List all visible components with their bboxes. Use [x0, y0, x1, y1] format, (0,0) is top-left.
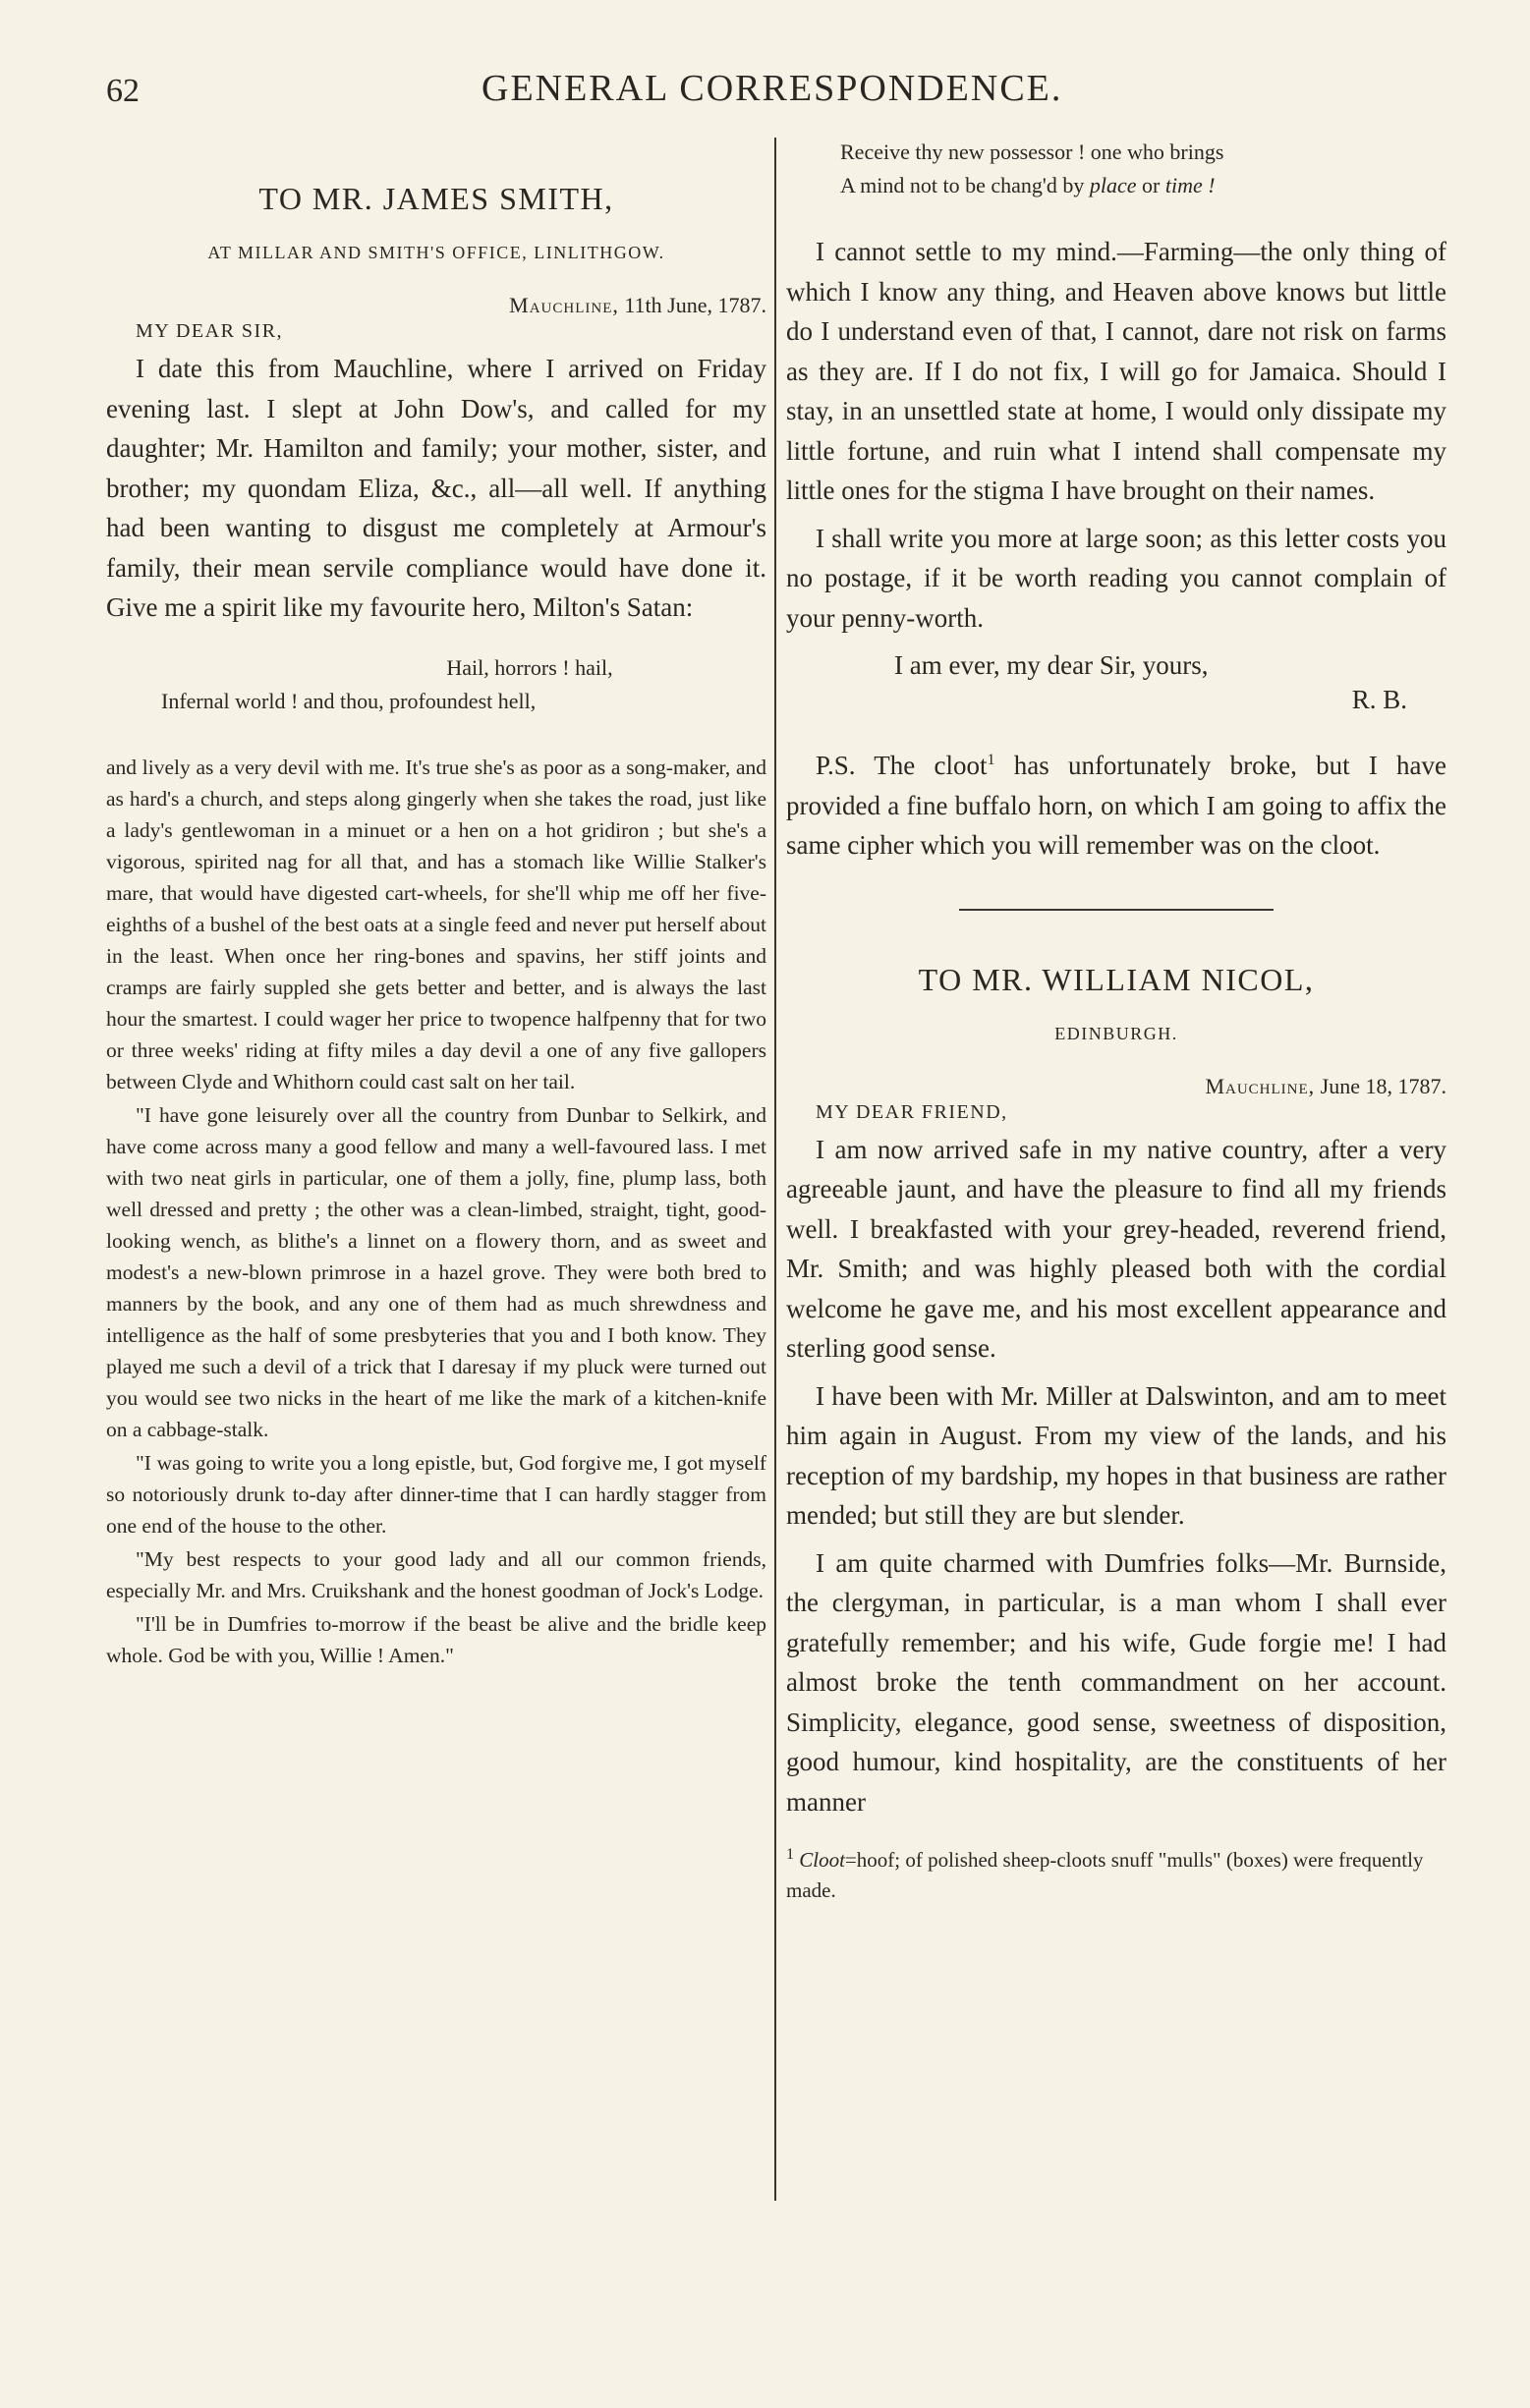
date-nicol: June 18, 1787.	[1320, 1073, 1446, 1098]
verse-text: A mind not to be chang'd by	[840, 173, 1085, 197]
quoted-paragraph: "I'll be in Dumfries to-morrow if the beast be alive and the bridle keep whole. God be with you, Willie ! Amen."	[106, 1611, 766, 1667]
column-divider	[774, 138, 776, 2201]
date-smith: 11th June, 1787.	[624, 293, 766, 317]
verse-line: Infernal world ! and thou, profoundest hell,	[161, 688, 537, 713]
quoted-paragraph: "I have gone leisurely over all the country from Dunbar to Selkirk, and have come across many a good fellow and many a well-favoured lass. I met with two neat girls in particular, one of them a jolly, fine, plump lass, both well dressed and pretty ; the other was a clean-limbed, straight, tight, good-looking wench, as blithe's a linnet on a flowery thorn, and as sweet and modest's a new-blown primrose in a hazel grove. They were both bred to manners by the book, and any one of them had as much shrewdness and intelligence as the half of some presbyteries that you and I both know. They played me such a devil of a trick that I daresay if my pluck were turned out you would see two nicks in the heart of me like the mark of a kitchen-knife on a cabbage-stalk.	[106, 1102, 766, 1441]
quoted-paragraph: "I was going to write you a long epistle, but, God forgive me, I got myself so notoriously drunk to-day after dinner-time that I can hardly stagger from one end of the house to the other.	[106, 1450, 766, 1538]
letter-paragraph: I am quite charmed with Dumfries folks—Mr. Burnside, the clergyman, in particular, is a man whom I shall ever gratefully remember; and his wife, Gude forgie me! I had almost broke the tenth commandment on her account. Simplicity, elegance, good sense, sweetness of disposition, good humour, kind hospitality, are the constituents of her manner	[786, 1547, 1446, 1817]
letter-paragraph: I date this from Mauchline, where I arrived on Friday evening last. I slept at John Dow's, and called for my daughter; Mr. Hamilton and family; your mother, sister, and brother; my quondam Eliza, &c., all—all well. If anything had been wanting to disgust me completely at Armour's family, their mean servile compliance would have done it. Give me a spirit like my favourite hero, Milton's Satan:	[106, 354, 766, 622]
place-nicol: Mauchline,	[1205, 1073, 1316, 1098]
place-date-nicol	[786, 1074, 1446, 1099]
section-divider	[959, 909, 1274, 911]
letter-signature: R. B.	[1351, 685, 1407, 714]
footnote	[786, 1839, 1446, 1906]
right-column	[786, 136, 1446, 1906]
letter-paragraph: I am now arrived safe in my native country, after a very agreeable jaunt, and have the pleasure to find all my friends well. I breakfasted with your grey-headed, reverend friend, Mr. Smith; and was highly pleased both with the cordial welcome he gave me, and his most excellent appearance and sterling good sense.	[786, 1134, 1446, 1363]
verse-text: or	[1142, 173, 1161, 197]
letter-address-smith: AT MILLAR AND SMITH'S OFFICE, LINLITHGOW.	[207, 243, 665, 262]
page-number: 62	[106, 73, 140, 109]
salutation-nicol: MY DEAR FRIEND,	[816, 1100, 1008, 1123]
verse-emphasis: place	[1089, 173, 1137, 197]
footnote-term: Cloot	[799, 1848, 845, 1872]
verse-quotation	[106, 651, 766, 718]
verse-line: Receive thy new possessor ! one who brings	[840, 140, 1224, 164]
letter-title-smith: TO MR. JAMES SMITH,	[258, 181, 614, 216]
letter-paragraph: I shall write you more at large soon; as this letter costs you no postage, if it be worth reading you cannot complain of your penny-worth.	[786, 523, 1446, 633]
letter-closing: I am ever, my dear Sir, yours,	[894, 650, 1209, 680]
footnote-text: =hoof; of polished sheep-cloots snuff "mulls" (boxes) were frequently made.	[786, 1848, 1424, 1902]
letter-paragraph: I have been with Mr. Miller at Dalswinton, and am to meet him again in August. From my view of the lands, and his reception of my bardship, my hopes in that business are rather mended; but still they are but slender.	[786, 1380, 1446, 1530]
letter-address-nicol: EDINBURGH.	[1054, 1023, 1178, 1043]
postscript	[786, 741, 1446, 866]
letter-paragraph: I cannot settle to my mind.—Farming—the only thing of which I know any thing, and Heaven above knows but little do I understand even of that, I cannot, dare not risk on farms as they are. If I do not fix, I will go for Jamaica. Should I stay, in an unsettled state at home, I would only dissipate my little fortune, and ruin what I intend shall compensate my little ones for the stigma I have brought on their names.	[786, 237, 1446, 505]
verse-continuation	[786, 136, 1446, 202]
running-title: GENERAL CORRESPONDENCE.	[482, 68, 1063, 109]
left-column	[106, 136, 766, 1673]
salutation-smith: MY DEAR SIR,	[136, 320, 284, 342]
postscript-text: P.S. The cloot	[816, 751, 988, 780]
verse-emphasis: time !	[1164, 173, 1216, 197]
verse-line	[786, 169, 1446, 202]
footnote-reference: 1	[987, 752, 995, 768]
verse-line: Hail, horrors ! hail,	[446, 654, 613, 680]
quoted-paragraph: "My best respects to your good lady and all our common friends, especially Mr. and Mrs. Cruikshank and the honest goodman of Jock's Lodge.	[106, 1546, 766, 1602]
quoted-paragraph: and lively as a very devil with me. It's true she's as poor as a song-maker, and as hard's a church, and steps along gingerly when she takes the road, just like a lady's gentlewoman in a minuet or a hen on a hot gridiron ; but she's a vigorous, spirited nag for all that, and has a stomach like Willie Stalker's mare, that would have digested cart-wheels, for she'll whip me off her five-eighths of a bushel of the best oats at a single feed and never put herself about in the least. When once her ring-bones and spavins, her stiff joints and cramps are fairly suppled she gets better and better, and is always the last hour the smartest. I could wager her price to twopence halfpenny that for two or three weeks' riding at fifty miles a day devil a one of any five gallopers between Clyde and Whithorn could cast salt on her tail.	[106, 755, 766, 1093]
place-smith: Mauchline,	[509, 293, 619, 317]
postscript-text: has unfortunately broke, but I have provided a fine buffalo horn, on which I am going to affix the same cipher which you will remember was on the cloot.	[786, 751, 1447, 860]
place-date-smith	[106, 293, 766, 318]
footnote-mark: 1	[786, 1846, 794, 1863]
letter-title-nicol: TO MR. WILLIAM NICOL,	[918, 961, 1315, 997]
